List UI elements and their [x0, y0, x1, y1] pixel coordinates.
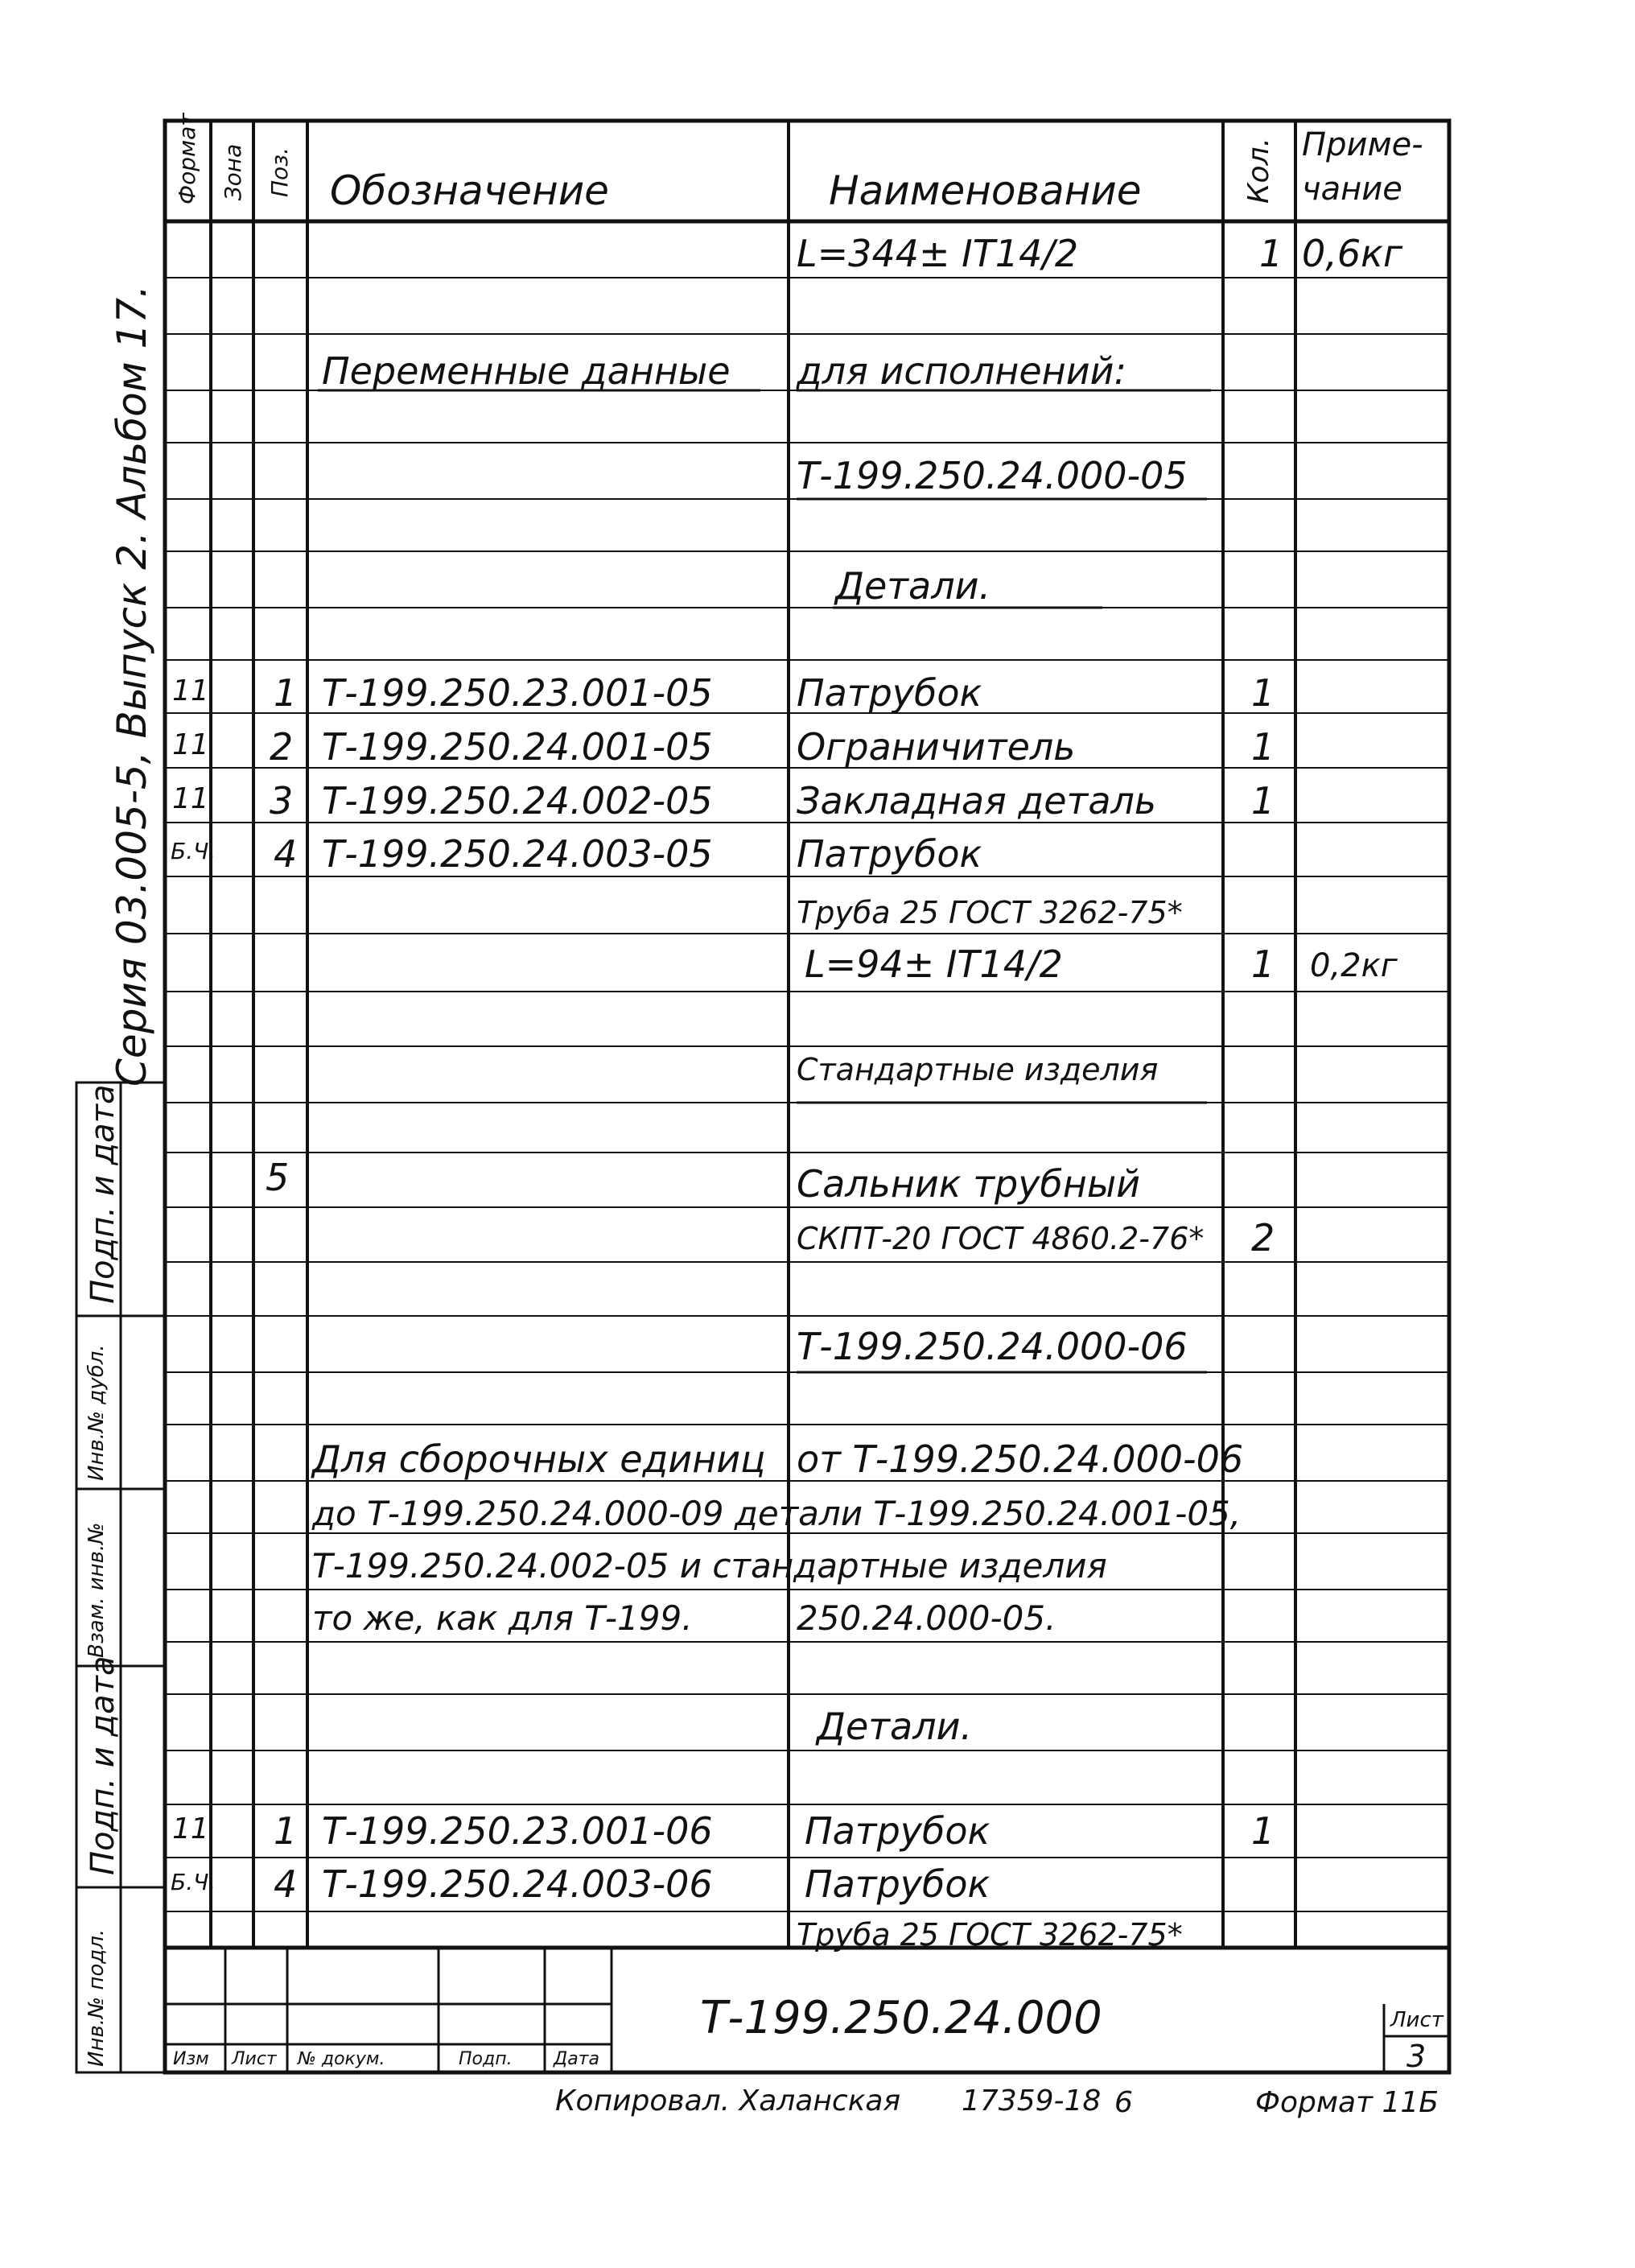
row-22-name: Труба 25 ГОСТ 3262-75* — [797, 1917, 1183, 1953]
row-7-name: Закладная деталь — [797, 779, 1157, 823]
footer-copied-by: Копировал. Халанская — [555, 2084, 901, 2117]
row-1-qty: 1 — [1259, 232, 1283, 275]
tb-sheet-label: Лист — [1390, 2008, 1443, 2032]
row-18-name: 250.24.000-05. — [797, 1598, 1056, 1638]
header-qty: Кол. — [1242, 137, 1275, 204]
row-13-qty: 2 — [1251, 1216, 1275, 1260]
row-7-designation: Т-199.250.24.002-05 — [322, 779, 713, 823]
row-20-format: 11 — [172, 1812, 209, 1845]
row-6-pos: 2 — [270, 725, 294, 769]
tb-doc-code: Т-199.250.24.000 — [700, 1992, 1102, 2044]
row-12-name: Сальник трубный — [797, 1162, 1141, 1206]
header-note-line1: Приме- — [1302, 126, 1423, 163]
row-5-name: Патрубок — [797, 671, 982, 715]
tb-podp: Подп. — [459, 2049, 513, 2069]
row-6-qty: 1 — [1251, 725, 1275, 769]
tb-ndokum: № докум. — [298, 2049, 385, 2069]
stamp-podp-data-2: Подп. и дата — [84, 1656, 121, 1875]
row-6-format: 11 — [172, 728, 209, 761]
row-21-pos: 4 — [274, 1862, 298, 1906]
row-1-name: L=344± IT14/2 — [797, 232, 1079, 275]
stamp-inv-dubl: Инв.№ дубл. — [84, 1344, 109, 1481]
tb-data: Дата — [554, 2049, 599, 2069]
header-pos: Поз. — [266, 147, 293, 197]
tb-izm: Изм — [173, 2049, 209, 2069]
stamp-inv-podl: Инв.№ подл. — [84, 1928, 109, 2067]
row-8-format: Б.Ч. — [171, 838, 216, 864]
row-5-format: 11 — [172, 674, 209, 707]
tb-list: Лист — [232, 2049, 277, 2069]
row-6-designation: Т-199.250.24.001-05 — [322, 725, 713, 769]
row-8-pos: 4 — [274, 832, 298, 876]
row-9-name: Труба 25 ГОСТ 3262-75* — [797, 895, 1183, 930]
row-20-pos: 1 — [274, 1809, 298, 1853]
tb-sheet-number: 3 — [1406, 2039, 1427, 2074]
row-20-qty: 1 — [1251, 1809, 1275, 1853]
row-16-designation: до Т-199.250.24.000-09 детали Т-199.250.24.001-05, — [312, 1494, 1242, 1533]
row-5-pos: 1 — [274, 671, 298, 715]
row-2-name: для исполнений: — [797, 349, 1127, 393]
row-6-name: Ограничитель — [797, 725, 1076, 769]
row-10-name: L=94± IT14/2 — [805, 942, 1063, 986]
row-15-designation: Для сборочных единиц — [312, 1437, 766, 1481]
row-19-name: Детали. — [817, 1705, 973, 1748]
row-3-name: Т-199.250.24.000-05 — [797, 454, 1188, 497]
row-14-name: Т-199.250.24.000-06 — [797, 1325, 1188, 1368]
row-18-designation: то же, как для Т-199. — [312, 1598, 693, 1638]
stamp-vzam-inv: Взам. инв.№ — [84, 1522, 109, 1658]
row-20-designation: Т-199.250.23.001-06 — [322, 1809, 713, 1853]
header-note-line2: чание — [1302, 171, 1402, 208]
footer-copy-number: 6 — [1114, 2086, 1133, 2119]
stamp-podp-data-1: Подп. и дата — [84, 1084, 121, 1304]
row-17-designation: Т-199.250.24.002-05 и стандартные изделия — [312, 1546, 1107, 1586]
row-1-note: 0,6кг — [1302, 232, 1403, 275]
row-7-qty: 1 — [1251, 779, 1275, 823]
header-zone: Зона — [220, 143, 246, 201]
row-10-qty: 1 — [1251, 942, 1275, 986]
row-21-format: Б.Ч. — [171, 1869, 216, 1895]
row-8-designation: Т-199.250.24.003-05 — [322, 832, 713, 876]
header-format: Формат — [174, 113, 200, 204]
row-11-name: Стандартные изделия — [797, 1052, 1159, 1087]
row-12-pos: 5 — [266, 1156, 290, 1199]
row-7-format: 11 — [172, 782, 209, 815]
row-10-note: 0,2кг — [1310, 947, 1398, 984]
row-5-designation: Т-199.250.23.001-05 — [322, 671, 713, 715]
header-name: Наименование — [829, 167, 1142, 214]
row-21-designation: Т-199.250.24.003-06 — [322, 1862, 713, 1906]
row-15-name: от Т-199.250.24.000-06 — [797, 1437, 1244, 1481]
row-7-pos: 3 — [270, 779, 294, 823]
header-designation: Обозначение — [330, 167, 609, 214]
row-4-name: Детали. — [835, 564, 991, 608]
row-5-qty: 1 — [1251, 671, 1275, 715]
row-20-name: Патрубок — [805, 1809, 990, 1853]
row-2-designation: Переменные данные — [322, 349, 731, 393]
footer-order-number: 17359-18 — [962, 2084, 1102, 2117]
row-13-name: СКПТ-20 ГОСТ 4860.2-76* — [797, 1221, 1205, 1256]
row-21-name: Патрубок — [805, 1862, 990, 1906]
row-8-name: Патрубок — [797, 832, 982, 876]
side-series-label: Серия 03.005-5, Выпуск 2. Альбом 17. — [109, 285, 155, 1087]
footer-format: Формат 11Б — [1255, 2086, 1439, 2119]
